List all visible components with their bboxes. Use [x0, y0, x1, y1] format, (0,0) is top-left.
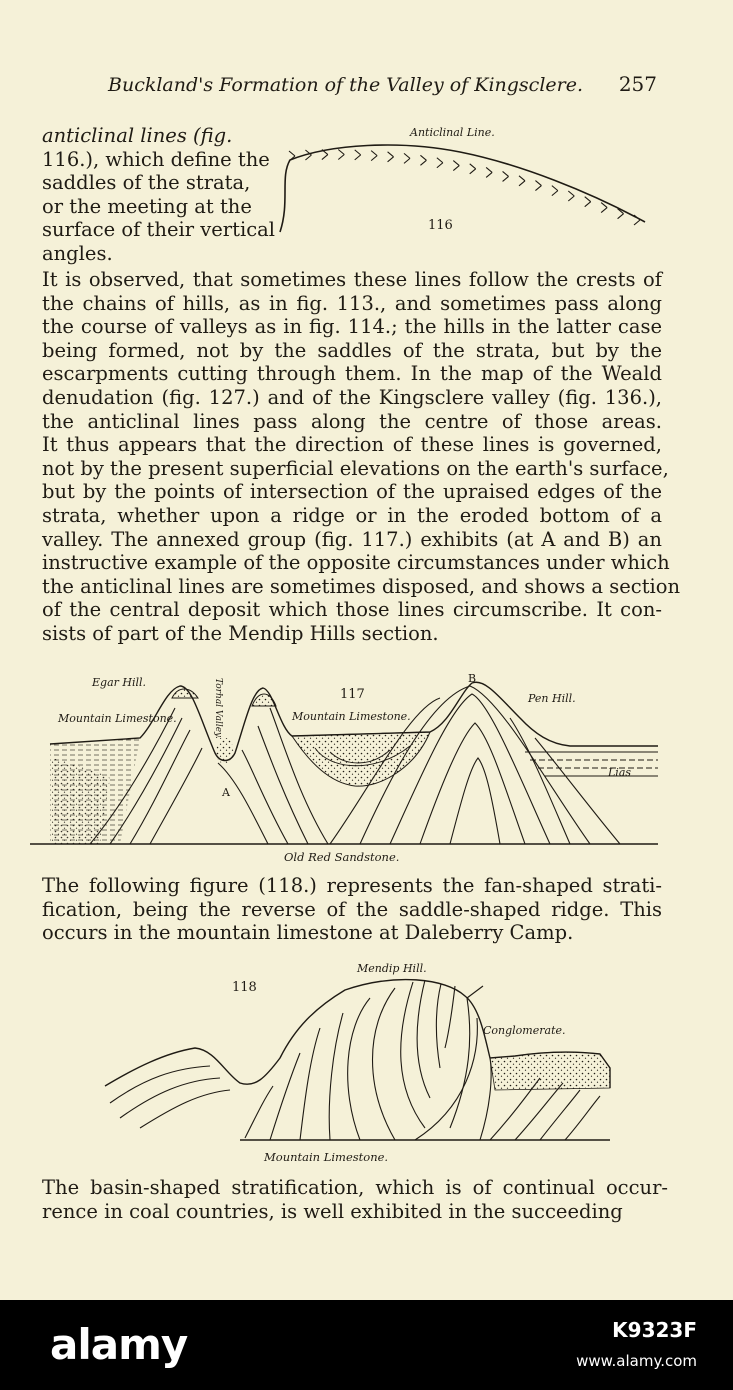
figure-117-caption: Old Red Sandstone.: [284, 850, 400, 864]
alamy-logo: alamy: [50, 1320, 188, 1369]
barb-mark: [503, 171, 509, 181]
mountain-limestone-center-label: Mountain Limestone.: [292, 710, 411, 723]
lias-label: Lias: [608, 766, 632, 779]
figure-118-caption: Mountain Limestone.: [264, 1150, 389, 1164]
marker-b: B: [468, 672, 477, 685]
text-line: sists of part of the Mendip Hills section.: [42, 621, 439, 645]
text-line: escarpments cutting through them. In the map of the Weald: [42, 362, 662, 386]
text-line: 116.), which define the: [42, 147, 270, 171]
text-line: the course of valleys as in fig. 114.; the hills in the latter case: [42, 315, 662, 339]
text-line: the anticlinal lines pass along the centre of those areas.: [42, 409, 662, 433]
barb-mark: [388, 152, 394, 162]
mountain-limestone-left-label: Mountain Limestone.: [58, 712, 177, 725]
text-line: denudation (fig. 127.) and of the Kingsclere valley (fig. 136.),: [42, 385, 662, 409]
barb-mark: [519, 176, 525, 186]
barb-mark: [371, 151, 377, 161]
torhal-valley-label: Torhal Valley.: [213, 678, 223, 739]
figure-117-drawing: [30, 668, 670, 868]
text-line: angles.: [42, 241, 113, 265]
text-line: fication, being the reverse of the saddle-shaped ridge. This: [42, 897, 662, 921]
barb-mark: [552, 186, 558, 196]
text-line: It thus appears that the direction of these lines is governed,: [42, 433, 662, 457]
egar-hill-label: Egar Hill.: [92, 676, 147, 689]
watermark-footer: [0, 1300, 733, 1390]
text-line: anticlinal lines (fig.: [42, 124, 233, 147]
text-line: rence in coal countries, is well exhibited in the succeeding: [42, 1199, 623, 1223]
text-line: not by the present superficial elevations on the earth's surface,: [42, 456, 669, 480]
barb-mark: [437, 158, 443, 168]
text-line: the anticlinal lines are sometimes disposed, and shows a section: [42, 574, 681, 598]
mendip-hill-label: Mendip Hill.: [357, 962, 427, 975]
figure-116-number: 116: [428, 218, 453, 233]
site-url: www.alamy.com: [576, 1352, 697, 1370]
anticlinal-line-label: Anticlinal Line.: [410, 126, 495, 139]
running-header: [0, 72, 733, 102]
paragraph-basin-shaped: [42, 1176, 668, 1223]
text-line: of the central deposit which those lines circumscribe. It con-: [42, 598, 662, 622]
barb-mark: [420, 155, 426, 165]
running-title: Buckland's Formation of the Valley of Kingsclere.: [108, 74, 584, 96]
figure-116-drawing: [270, 122, 670, 247]
paragraph-anticlinal-lines: [42, 124, 275, 266]
barb-mark: [568, 191, 574, 201]
text-line: instructive example of the opposite circumstances under which: [42, 551, 670, 575]
text-line: the chains of hills, as in fig. 113., and sometimes pass along: [42, 291, 662, 315]
barb-mark: [355, 150, 361, 160]
paragraph-main: [42, 268, 681, 646]
barb-mark: [601, 203, 607, 213]
figure-117-number: 117: [340, 687, 365, 702]
figure-118-drawing: [95, 958, 625, 1148]
barb-mark: [486, 167, 492, 177]
image-id: K9323F: [612, 1318, 697, 1342]
barb-mark: [585, 197, 591, 207]
text-line: The following figure (118.) represents the fan-shaped strati-: [42, 874, 662, 897]
conglomerate-label: Conglomerate.: [483, 1024, 566, 1037]
text-line: It is observed, that sometimes these lines follow the crests of: [42, 268, 662, 291]
figure-116: [270, 122, 670, 247]
barb-mark: [535, 181, 541, 191]
anticlinal-barbs: [289, 150, 640, 225]
barb-mark: [338, 150, 344, 160]
text-line: occurs in the mountain limestone at Daleberry Camp.: [42, 921, 574, 945]
text-line: but by the points of intersection of the upraised edges of the: [42, 480, 662, 504]
text-line: or the meeting at the: [42, 194, 252, 218]
barb-mark: [470, 164, 476, 174]
figure-118-number: 118: [232, 980, 257, 995]
text-line: being formed, not by the saddles of the strata, but by the: [42, 338, 662, 362]
text-line: surface of their vertical: [42, 218, 275, 242]
text-line: valley. The annexed group (fig. 117.) exhibits (at A and B) an: [42, 527, 662, 551]
marker-a: A: [222, 786, 230, 799]
text-line: saddles of the strata,: [42, 171, 251, 195]
paragraph-fan-shaped: [42, 874, 662, 945]
text-line: strata, whether upon a ridge or in the eroded bottom of a: [42, 503, 662, 527]
figure-117: [30, 668, 670, 868]
pen-hill-label: Pen Hill.: [528, 692, 576, 705]
page-number: 257: [618, 72, 657, 96]
barb-mark: [404, 153, 410, 163]
barb-mark: [453, 161, 459, 171]
text-line: The basin-shaped stratification, which is of continual occur-: [42, 1176, 668, 1199]
figure-118: [95, 958, 625, 1148]
